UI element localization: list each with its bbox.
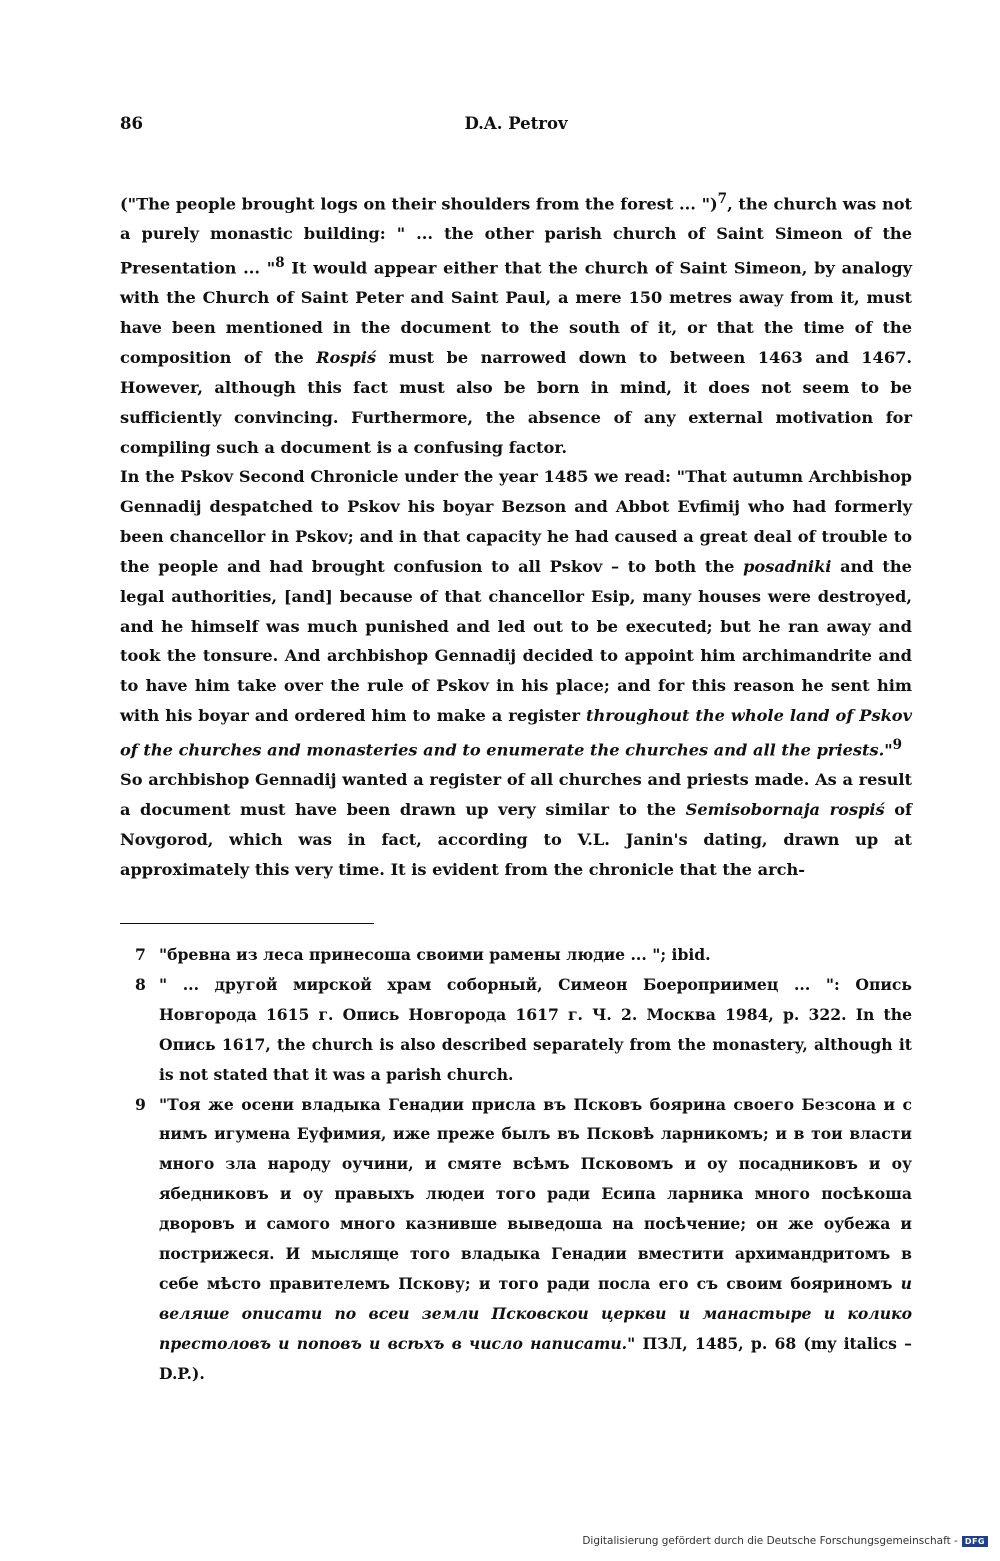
p3-italic-semisobornaja: Semisobornaja rospiś	[685, 800, 885, 820]
p1-text-a: ("The people brought logs on their shoulders from the forest ... ")	[120, 194, 718, 214]
paragraph-3	[120, 765, 912, 884]
p3-text-a: So archbishop Gennadij wanted a register of all churches and priests made. As a result a document must have been drawn up very similar to the	[120, 770, 912, 820]
p2-text-a: In the Pskov Second Chronicle under the year 1485 we read: "That autumn Archbishop Gennadij despatched to Pskov his boyar Bezson and Abbot Evfimij who had formerly been chancellor in Pskov; and in that capacity he had caused a great deal of trouble to the people and had brought confusion to all Pskov – to both the	[120, 467, 912, 576]
footnote-ref-7: 7	[717, 191, 728, 207]
p2-italic-quote: throughout the whole land of Pskov of the churches and monasteries and to enumerate the churches and all the priests.	[120, 706, 912, 760]
digitization-credit	[582, 1535, 988, 1547]
footnotes	[135, 940, 912, 1389]
footnote-ref-9: 9	[892, 736, 903, 753]
footnote-number: 9	[135, 1094, 146, 1114]
footnote-9	[135, 1090, 912, 1389]
p2-italic-posadniki: posadniki	[743, 556, 832, 576]
p2-text-e: "	[884, 740, 893, 760]
footnote-number: 8	[135, 974, 146, 994]
credit-text: Digitalisierung gefördert durch die Deutsche Forschungsgemeinschaft -	[582, 1535, 958, 1547]
p2-text-c: and the legal authorities, [and] because of that chancellor Esip, many houses were destroyed, and he himself was much punished and led out to be executed; but he ran away and took the tonsure. And archbishop Gennadij decided to appoint him archimandrite and to have him take over the rule of Pskov in his place; and for this reason he sent him with his boyar and ordered him to make a register	[120, 556, 912, 726]
page-header	[120, 114, 912, 144]
footnote-7	[135, 940, 912, 970]
p1-italic-rospis: Rospiś	[316, 348, 377, 367]
p1-text-e: must be narrowed down to between 1463 and 1467. However, although this fact must also be born in mind, it does not seem to be sufficiently convincing. Furthermore, the absence of any external motivation for compiling such a document is a confusing factor.	[120, 348, 912, 457]
footnote-separator	[120, 923, 374, 924]
dfg-logo-icon: DFG	[962, 1536, 988, 1547]
fn9-italic: и веляше описати по всеи земли Псковскои церкви и манастыре и колико престоловъ и поповъ и всѣхъ в число написати.	[159, 1273, 912, 1353]
p3-text-c: of Novgorod, which was in fact, according to V.L. Janin's dating, drawn up at approximately this very time. It is evident from the chronicle that the arch-	[120, 800, 912, 879]
fn9-text-c: " ПЗЛ, 1485, p. 68 (my italics – D.P.).	[159, 1333, 912, 1383]
footnote-8	[135, 970, 912, 1090]
footnote-number: 7	[135, 945, 146, 964]
footnote-ref-8: 8	[275, 255, 285, 272]
running-head: D.A. Petrov	[464, 114, 568, 133]
footnote-text: " ... другой мирской храм соборный, Симеон Боероприимец ... ": Опись Новгорода 1615 г. Опись Новгорода 1617 г. Ч. 2. Москва 1984, p. 322. In the Опись 1617, the church is also described separately from the monastery, although it is not stated that it was a parish church.	[159, 974, 912, 1084]
p1-text-c: It would appear either that the church of Saint Simeon, by analogy with the Church of Saint Peter and Saint Paul, a mere 150 metres away from it, must have been mentioned in the document to the south of it, or that the time of the composition of the	[120, 258, 912, 367]
paragraph-1	[120, 185, 912, 462]
paragraph-2	[120, 462, 912, 765]
main-text	[120, 185, 912, 885]
page-number: 86	[120, 114, 143, 133]
footnote-text: "бревна из леса принесоша своими рамены людие ... "; ibid.	[159, 945, 711, 964]
footnote-text	[159, 1090, 912, 1389]
fn9-text-a: "Тоя же осени владыка Генадии присла въ Псковъ боярина своего Безсона и с нимъ игумена Еуфимия, иже преже былъ въ Псковѣ ларникомъ; и в тои власти много зла народу оучини, и смяте всѣмъ Псковомъ и оу посадниковъ и оу ябедниковъ и оу правыхъ людеи того ради Есипа ларника много посѣкоша дворовъ и самого много казнивше выведоша на посѣчение; он же оубежа и пострижеся. И мысляще того владыка Генадии вместити архимандритомъ в себе мѣсто правителемъ Пскову; и того ради посла его съ своим бояриномъ	[159, 1094, 912, 1293]
p1-text-b: , the church was not a purely monastic building: " ... the other parish church of Saint Simeon of the Presentation ... "	[120, 194, 912, 278]
